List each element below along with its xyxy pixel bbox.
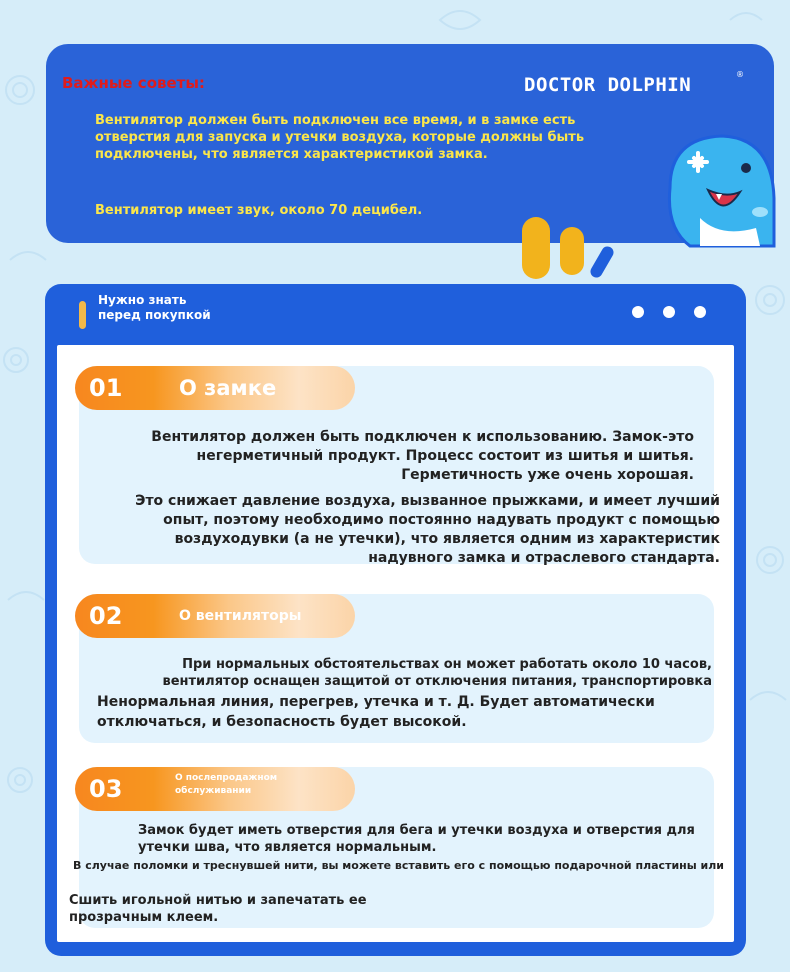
dolphin-mascot-icon <box>660 128 780 248</box>
tips-paragraph-2: Вентилятор имеет звук, около 70 децибел. <box>95 203 423 218</box>
window-title: Нужно знать перед покупкой <box>98 293 211 322</box>
section-3-title: О послепродажном обслуживании <box>175 773 278 796</box>
section-1-badge <box>75 366 355 410</box>
section-3-text-2: В случае поломки и треснувшей нити, вы можете вставить его с помощью подарочной пластины или <box>73 859 724 872</box>
section-3-badge <box>75 767 355 811</box>
section-2-text-1: При нормальных обстоятельствах он может работать около 10 часов, вентилятор оснащен защитой от отключения питания, транспортировка <box>162 657 712 689</box>
section-1-title: О замке <box>179 376 277 400</box>
section-3-number: 03 <box>89 775 123 803</box>
brand-logo: DOCTOR DOLPHIN <box>524 74 692 96</box>
decorative-drops-icon <box>520 215 620 285</box>
section-1-text-1: Вентилятор должен быть подключен к использованию. Замок-это негерметичный продукт. Процесс состоит из шитья и шитья. Герметичность уже очень хорошая. <box>151 429 694 483</box>
window-dot-icon <box>694 306 706 318</box>
section-2-number: 02 <box>89 602 123 630</box>
section-2-text-2: Ненормальная линия, перегрев, утечка и т. Д. Будет автоматически отключаться, и безопасность будет высокой. <box>97 694 655 730</box>
window-controls <box>632 306 706 318</box>
section-2-title: О вентиляторы <box>179 608 302 624</box>
tips-paragraph-1: Вентилятор должен быть подключен все время, и в замке есть отверстия для запуска и утечки воздуха, которые должны быть подключены, что является характеристикой замка. <box>95 113 585 162</box>
title-marker <box>79 301 86 329</box>
window-dot-icon <box>663 306 675 318</box>
section-3-text-3: Сшить игольной нитью и запечатать ее прозрачным клеем. <box>69 893 367 925</box>
section-1-text-2: Это снижает давление воздуха, вызванное прыжками, и имеет лучший опыт, поэтому необходимо постоянно надувать продукт с помощью воздуходувки (а не утечки), что является одним из характеристик надувного замка и отраслевого стандарта. <box>135 493 720 566</box>
section-2-badge <box>75 594 355 638</box>
tips-heading: Важные советы: <box>62 74 205 92</box>
section-1-number: 01 <box>89 374 123 402</box>
brand-registered-mark: ® <box>736 70 744 79</box>
window-dot-icon <box>632 306 644 318</box>
section-3-text-1: Замок будет иметь отверстия для бега и утечки воздуха и отверстия для утечки шва, что является нормальным. <box>138 823 695 855</box>
